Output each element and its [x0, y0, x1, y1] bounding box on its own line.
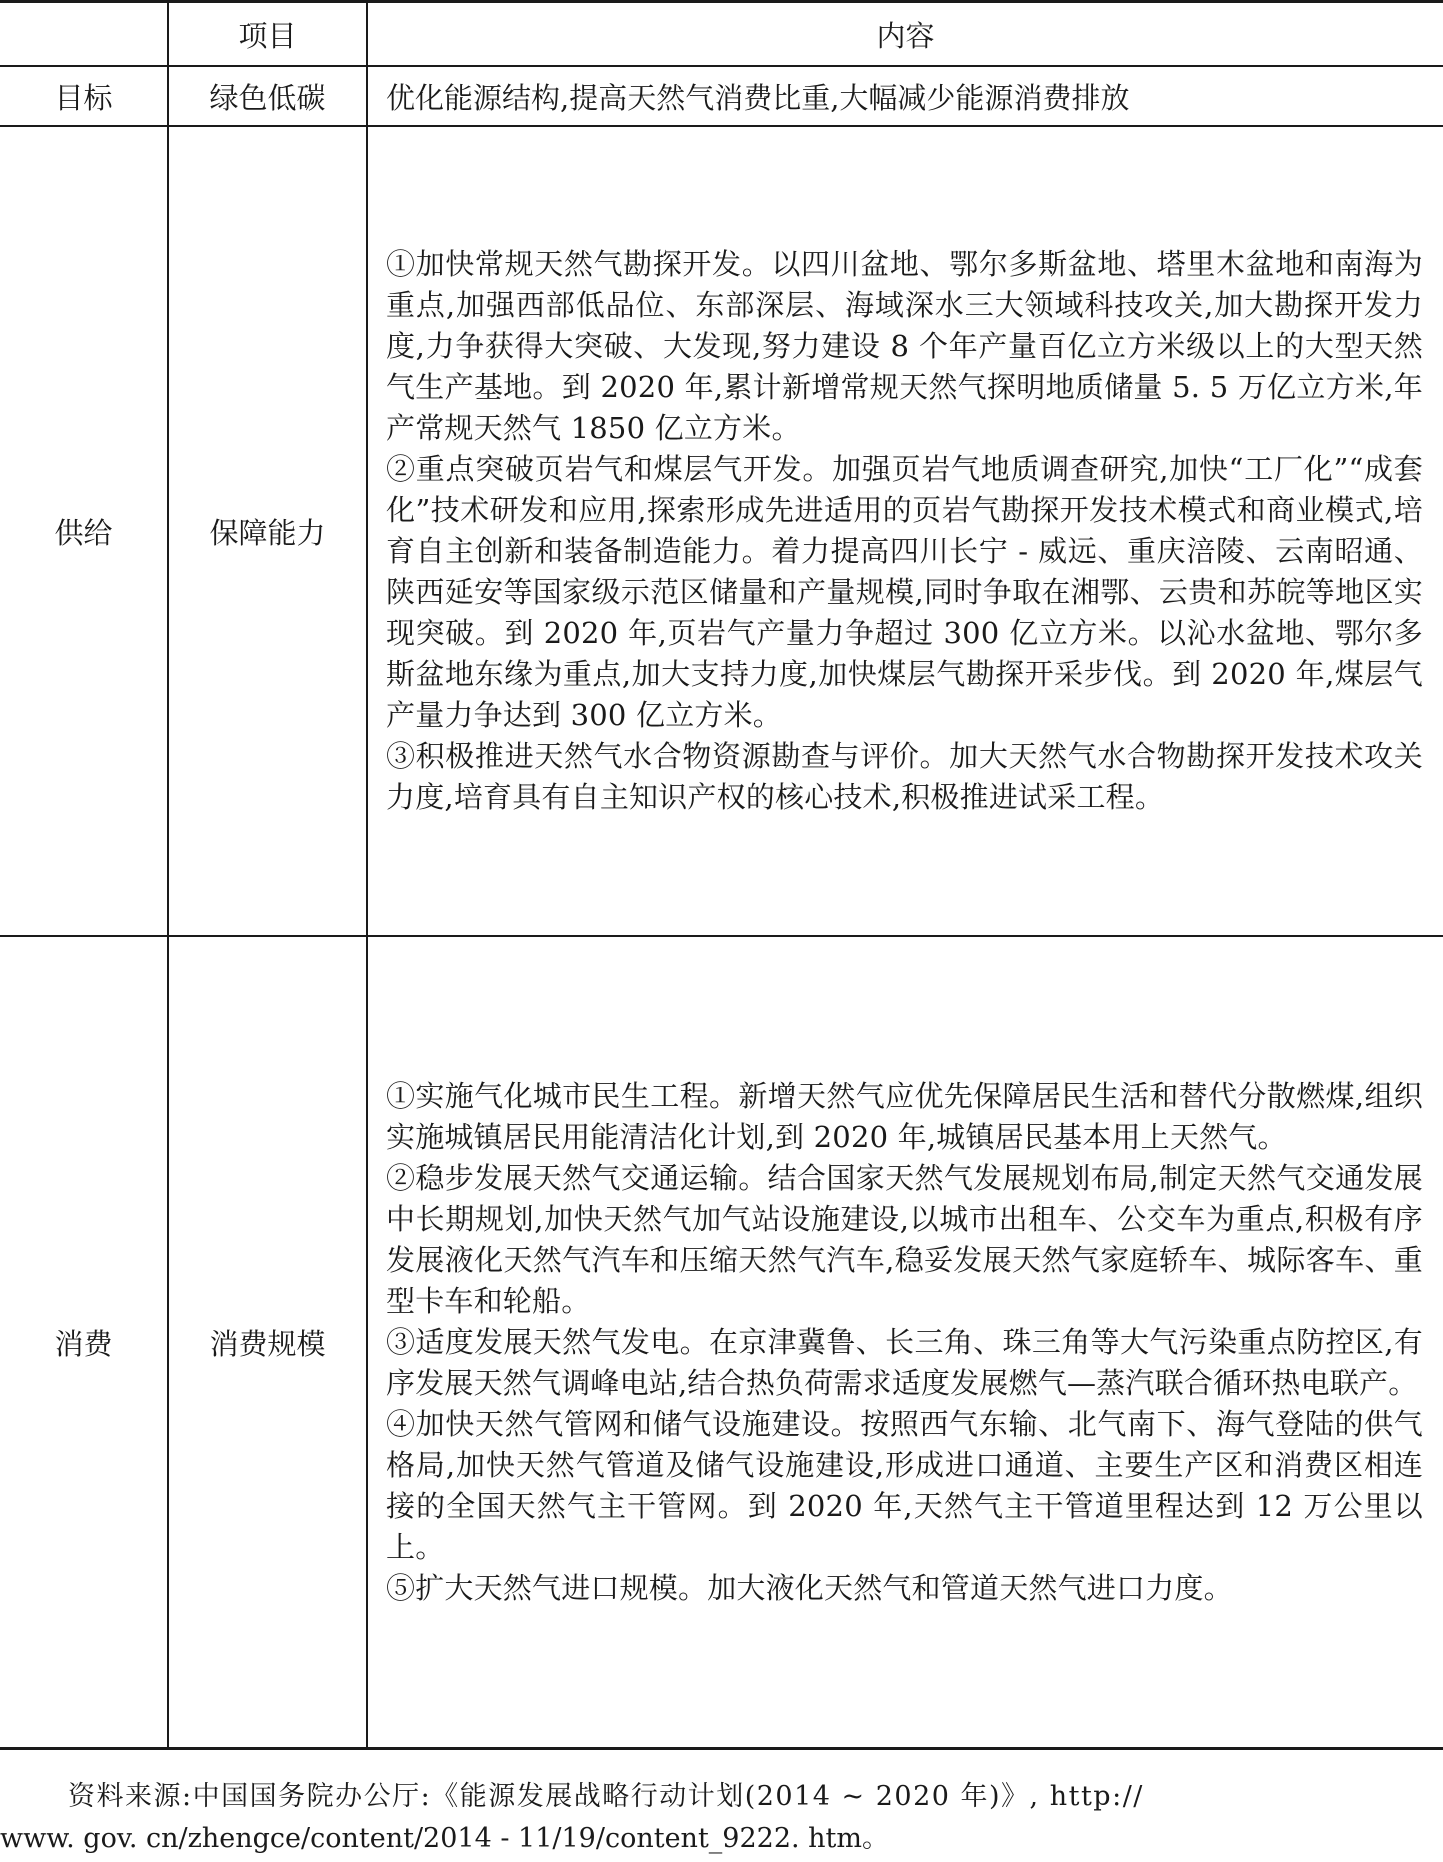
content-paragraph: ③适度发展天然气发电。在京津冀鲁、长三角、珠三角等大气污染重点防控区,有序发展天然气调峰电站,结合热负荷需求适度发展燃气—蒸汽联合循环热电联产。: [386, 1324, 1423, 1400]
table-header-row: [0, 2, 1443, 67]
row-item: 绿色低碳: [168, 66, 367, 126]
table-row-supply: [0, 126, 1443, 936]
row-item: 消费规模: [168, 936, 367, 1749]
content-paragraph: ①加快常规天然气勘探开发。以四川盆地、鄂尔多斯盆地、塔里木盆地和南海为重点,加强西部低品位、东部深层、海域深水三大领域科技攻关,加大勘探开发力度,力争获得大突破、大发现,努力建设 8 个年产量百亿立方米级以上的大型天然气生产基地。到 2020 年,累计新增常规天然气探明地质储量 5. 5 万亿立方米,年产常规天然气 1850 亿立方米。: [386, 247, 1423, 445]
content-paragraph: ④加快天然气管网和储气设施建设。按照西气东输、北气南下、海气登陆的供气格局,加快天然气管道及储气设施建设,形成进口通道、主要生产区和消费区相连接的全国天然气主干管网。到 2020 年,天然气主干管道里程达到 12 万公里以上。: [386, 1406, 1423, 1564]
row-item: 保障能力: [168, 126, 367, 936]
row-category: 目标: [0, 66, 168, 126]
content-paragraph: ③积极推进天然气水合物资源勘查与评价。加大天然气水合物勘探开发技术攻关力度,培育具有自主知识产权的核心技术,积极推进试采工程。: [386, 739, 1423, 814]
content-paragraph: ⑤扩大天然气进口规模。加大液化天然气和管道天然气进口力度。: [386, 1570, 1233, 1605]
source-note-line: 资料来源:中国国务院办公厅:《能源发展战略行动计划(2014 ~ 2020 年)》, http://: [68, 1781, 1144, 1812]
content-paragraph: ②重点突破页岩气和煤层气开发。加强页岩气地质调查研究,加快“工厂化”“成套化”技术研发和应用,探索形成先进适用的页岩气勘探开发技术模式和商业模式,培育自主创新和装备制造能力。着力提高四川长宁 - 威远、重庆涪陵、云南昭通、陕西延安等国家级示范区储量和产量规模,同时争取在湘鄂、云贵和苏皖等地区实现突破。到 2020 年,页岩气产量力争超过 300 亿立方米。以沁水盆地、鄂尔多斯盆地东缘为重点,加大支持力度,加快煤层气勘探开采步伐。到 2020 年,煤层气产量力争达到 300 亿立方米。: [386, 452, 1423, 732]
row-content: 优化能源结构,提高天然气消费比重,大幅减少能源消费排放: [367, 66, 1443, 126]
content-paragraph: ①实施气化城市民生工程。新增天然气应优先保障居民生活和替代分散燃煤,组织实施城镇居民用能清洁化计划,到 2020 年,城镇居民基本用上天然气。: [386, 1078, 1423, 1154]
header-item: 项目: [168, 2, 367, 67]
content-paragraph: ②稳步发展天然气交通运输。结合国家天然气发展规划布局,制定天然气交通发展中长期规划,加快天然气加气站设施建设,以城市出租车、公交车为重点,积极有序发展液化天然气汽车和压缩天然气汽车,稳妥发展天然气家庭轿车、城际客车、重型卡车和轮船。: [386, 1160, 1423, 1318]
table-row-consumption: [0, 936, 1443, 1749]
source-note-line: www. gov. cn/zhengce/content/2014 - 11/19/content_9222. htm。: [0, 1823, 890, 1854]
header-category: [0, 2, 168, 67]
row-content: [367, 126, 1443, 936]
row-content: [367, 936, 1443, 1749]
source-note: [0, 1776, 1443, 1860]
table-row-goal: [0, 66, 1443, 126]
row-category: 消费: [0, 936, 168, 1749]
row-category: 供给: [0, 126, 168, 936]
header-content: 内容: [367, 2, 1443, 67]
